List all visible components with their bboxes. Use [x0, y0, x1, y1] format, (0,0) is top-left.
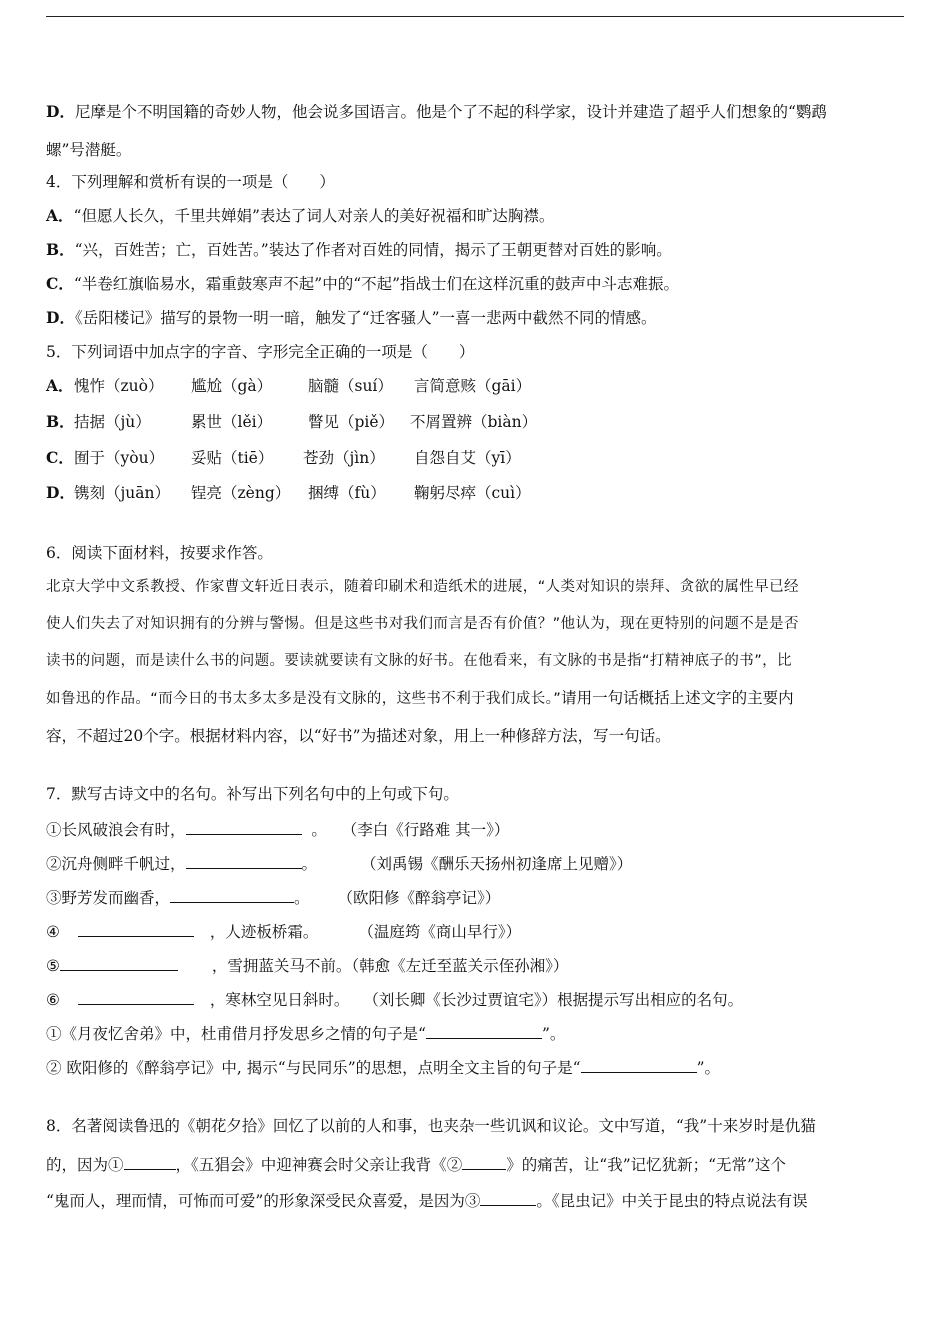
option-label: B．: [46, 412, 75, 431]
q4-option-a[interactable]: [46, 206, 554, 226]
question-stem: 6．阅读下面材料，按要求作答。: [46, 544, 273, 562]
option-text-cont: 螺”号潜艇。: [46, 141, 132, 159]
item-text: 。: [301, 855, 318, 873]
word-item: 自怨自艾（yī）: [414, 449, 521, 467]
word-item: 言简意赅（gāi）: [414, 377, 532, 395]
item-number: ④: [46, 923, 60, 941]
answer-blank[interactable]: [581, 1056, 697, 1073]
answer-blank[interactable]: [186, 818, 302, 835]
item-number: ⑤: [46, 957, 60, 975]
word-item: 锃亮（zèng）: [191, 484, 291, 502]
q7-sub-1: [46, 1022, 565, 1044]
q6-material-line: [46, 577, 799, 597]
option-label: B．: [46, 240, 75, 259]
item-source: （温庭筠《商山早行》）: [358, 923, 522, 941]
answer-blank[interactable]: [78, 920, 194, 937]
q8-line-1: [46, 1116, 816, 1136]
word-item: 妥贴（tiē）: [191, 449, 274, 467]
word-item: 瞥见（piě）: [308, 413, 395, 431]
material-text: 如鲁迅的作品。“而今日的书太多太多是没有文脉的，这些书不利于我们成长。”: [46, 691, 562, 707]
option-label: D．: [46, 483, 75, 502]
q5-option-b[interactable]: [46, 412, 538, 432]
word-item: 拮据（jù）: [74, 413, 151, 431]
item-source: （李白《行路难 其一》）: [341, 821, 510, 839]
item-text: 野芳发而幽香，: [61, 889, 171, 907]
q6-material-line: [46, 614, 799, 634]
question-text: 8．名著阅读鲁迅的《朝花夕拾》回忆了以前的人和事，也夹杂一些讥讽和议论。文中写道，“我”十来岁时是仇猫: [46, 1117, 816, 1135]
answer-blank[interactable]: [426, 1022, 542, 1039]
word-item: 镌刻（juān）: [74, 484, 171, 502]
q5-option-c[interactable]: [46, 448, 521, 468]
option-label: D．: [46, 102, 75, 121]
option-label: D．: [46, 308, 75, 327]
item-source: （欧阳修《醉翁亭记》）: [337, 889, 501, 907]
q7-item-4: [46, 920, 521, 942]
item-text: ，人迹板桥霜。: [209, 923, 319, 941]
word-item: 不屑置辨（biàn）: [410, 413, 538, 431]
option-label: C．: [46, 274, 74, 293]
question-text: 》的痛苦，让“我”记忆犹新；“无常”这个: [506, 1156, 786, 1174]
option-text: “兴，百姓苦；亡，百姓苦。”装达了作者对百姓的同情，揭示了王朝更替对百姓的影响。: [74, 241, 672, 259]
item-text: ② 欧阳修的《醉翁亭记》中, 揭示“与民同乐”的思想，点明全文主旨的句子是“: [46, 1059, 581, 1077]
question-stem: 7．默写古诗文中的名句。补写出下列名句中的上句或下句。: [46, 785, 459, 803]
word-item: 尴尬（gà）: [191, 377, 273, 395]
question-text: 的，因为①: [46, 1156, 124, 1174]
q4-stem: [46, 172, 335, 192]
q6-requirement: [46, 726, 671, 746]
option-text: 尼摩是个不明国籍的奇妙人物，他会说多国语言。他是个了不起的科学家，设计并建造了超乎人们想象的“鹦鹉: [74, 103, 827, 121]
answer-blank[interactable]: [462, 1153, 506, 1170]
answer-blank[interactable]: [480, 1189, 536, 1206]
q7-item-1: [46, 818, 509, 840]
q4-option-b[interactable]: [46, 240, 672, 260]
q6-material-line: [46, 651, 792, 671]
answer-blank[interactable]: [124, 1153, 176, 1170]
item-text: ”。: [696, 1059, 720, 1077]
q4-option-d[interactable]: [46, 308, 657, 328]
item-number: ①: [46, 821, 62, 839]
q7-stem: [46, 784, 459, 804]
item-number: ②: [46, 855, 62, 873]
word-item: 鞠躬尽瘁（cuì）: [414, 484, 531, 502]
q5-option-a[interactable]: [46, 376, 532, 396]
option-text: “但愿人长久，千里共婵娟”表达了词人对亲人的美好祝福和旷达胸襟。: [73, 207, 555, 225]
q5-stem: [46, 342, 474, 362]
word-item: 累世（lěi）: [191, 413, 273, 431]
question-text: ，《五猖会》中迎神赛会时父亲让我背《②: [175, 1156, 463, 1174]
q3-option-d-cont: [46, 140, 131, 160]
material-text: 北京大学中文系教授、作家曹文轩近日表示，随着印刷术和造纸术的进展，“人类对知识的崇拜、贪欲的属性早已经: [46, 579, 799, 595]
question-stem: 4．下列理解和赏析有误的一项是（ ）: [46, 173, 335, 191]
option-text: 《岳阳楼记》描写的景物一明一暗，触发了“迁客骚人”一喜一悲两中截然不同的情感。: [74, 309, 657, 327]
item-text: 。: [294, 889, 310, 907]
q8-line-2: [46, 1153, 786, 1175]
item-source: （韩愈《左迁至蓝关示侄孙湘》）: [351, 957, 569, 975]
item-text: 沉舟侧畔千帆过，: [61, 855, 186, 873]
answer-blank[interactable]: [78, 988, 194, 1005]
item-text: ，雪拥蓝关马不前。: [211, 957, 352, 975]
item-text: ，寒林空见日斜时。: [209, 991, 350, 1009]
word-item: 囿于（yòu）: [74, 449, 165, 467]
item-text: ①《月夜忆舍弟》中，杜甫借月抒发思乡之情的句子是“: [46, 1025, 426, 1043]
answer-blank[interactable]: [60, 954, 178, 971]
q7-sub-2: [46, 1056, 720, 1078]
item-source: （刘禹锡《酬乐天扬州初逢席上见赠》）: [361, 855, 633, 873]
material-text: 使人们失去了对知识拥有的分辨与警惕。但是这些书对我们而言是否有价值？”他认为，现在更特别的问题不是是否: [46, 616, 799, 632]
question-text: 。《昆虫记》中关于昆虫的特点说法有误: [536, 1192, 808, 1210]
q7-item-2: [46, 852, 632, 874]
q6-stem: [46, 543, 273, 563]
option-text: “半卷红旗临易水，霜重鼓寒声不起”中的“不起”指战士们在这样沉重的鼓声中斗志难振。: [73, 275, 680, 293]
option-label: A．: [46, 206, 74, 225]
material-text: 读书的问题，而是读什么书的问题。要读就要读有文脉的好书。在他看来，有文脉的书是指“打精神底子的书”，比: [46, 653, 792, 669]
q8-line-3: [46, 1189, 808, 1211]
word-item: 脑髓（suí）: [308, 377, 393, 395]
item-source: （刘长卿《长沙过贾谊宅》）根据提示写出相应的名句。: [363, 991, 744, 1009]
item-text: 。: [311, 821, 327, 839]
item-number: ③: [46, 889, 62, 907]
requirement-text: 请用一句话概括上述文字的主要内: [561, 689, 794, 707]
q7-item-5: [46, 954, 568, 976]
option-label: A．: [46, 376, 74, 395]
word-item: 苍劲（jìn）: [303, 449, 385, 467]
answer-blank[interactable]: [186, 852, 302, 869]
item-text: 长风破浪会有时，: [61, 821, 186, 839]
requirement-text: 容，不超过20个字。根据材料内容，以“好书”为描述对象，用上一种修辞方法，写一句话。: [46, 727, 671, 745]
question-text: “鬼而人，理而情，可怖而可爱”的形象深受民众喜爱，是因为③: [46, 1192, 481, 1210]
word-item: 愧怍（zuò）: [74, 377, 164, 395]
q4-option-c[interactable]: [46, 274, 679, 294]
q7-item-6: [46, 988, 743, 1010]
answer-blank[interactable]: [170, 886, 294, 903]
option-label: C．: [46, 448, 74, 467]
q6-material-line: [46, 688, 794, 709]
header-rule: [46, 16, 904, 17]
q7-item-3: [46, 886, 500, 908]
item-text: ”。: [541, 1025, 566, 1043]
question-stem: 5．下列词语中加点字的字音、字形完全正确的一项是（ ）: [46, 343, 475, 361]
item-number: ⑥: [46, 991, 60, 1009]
word-item: 捆缚（fù）: [308, 484, 386, 502]
q3-option-d: [46, 102, 827, 122]
q5-option-d[interactable]: [46, 483, 531, 503]
